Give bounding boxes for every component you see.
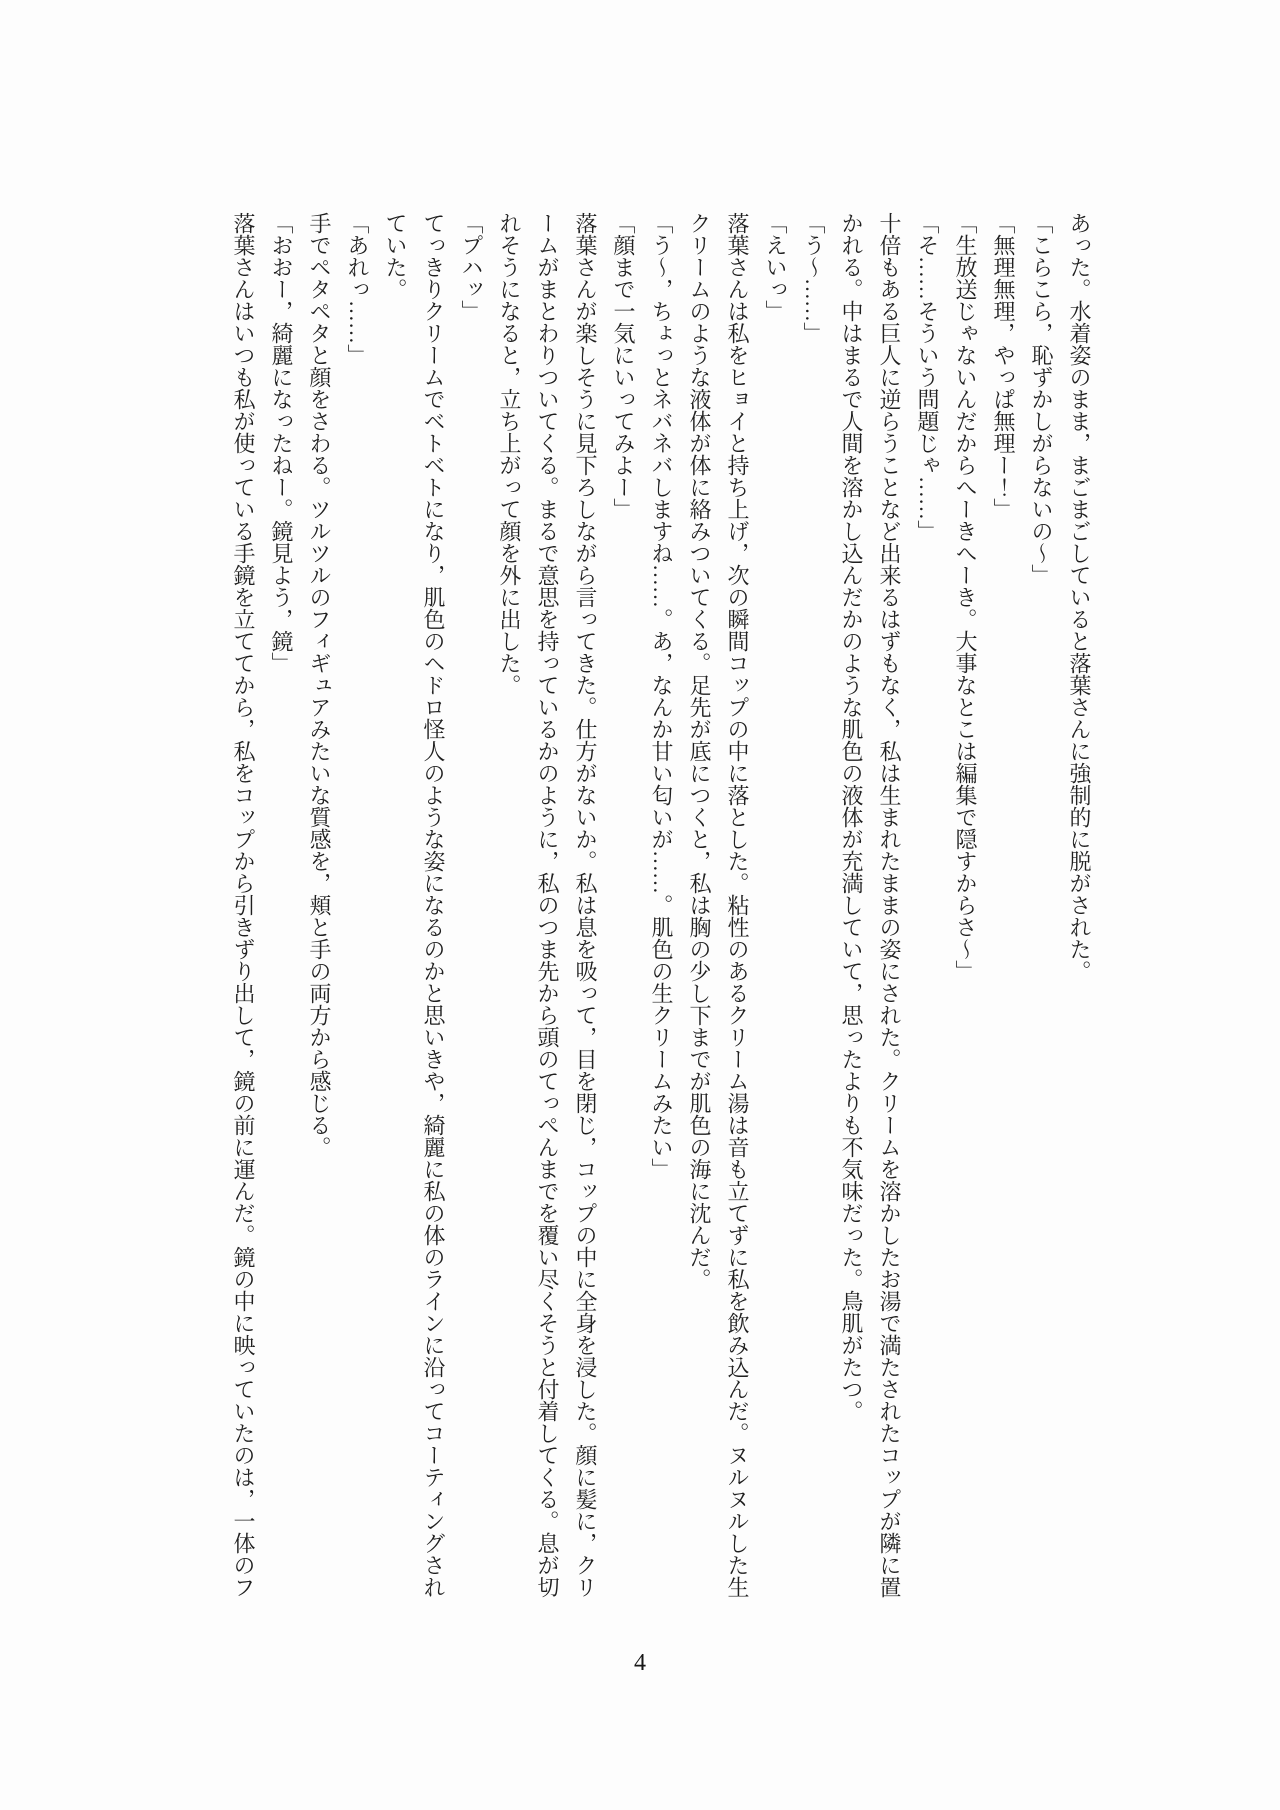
paragraph-dialogue: 「こらこら，恥ずかしがらないの～」 [1029, 212, 1054, 586]
paragraph-narration: 落葉さんが楽しそうに見下ろしながら言ってきた。仕方がないか。私は息を吸って，目を閉じ，コップの中に全身を浸した。顔に髪に，クリームがまとわりついてくる。まるで意思を持っているかのように，私のつま先から頭のてっぺんまでを覆い尽くそうと付着してくる。息が切れそうになると，立ち上がって顔を外に出した。 [497, 212, 598, 1598]
paragraph-dialogue: 「えいっ」 [763, 212, 788, 322]
page-number: 4 [634, 1650, 646, 1676]
paragraph-narration: てっきりクリームでベトベトになり，肌色のヘドロ怪人のような姿になるのかと思いきや，綺麗に私の体のラインに沿ってコーティングされていた。 [383, 212, 446, 1598]
paragraph-dialogue: 「無理無理，やっぱ無理ー！」 [991, 212, 1016, 520]
paragraph-narration: あった。水着姿のまま，まごまごしていると落葉さんに強制的に脱がされた。 [1067, 212, 1092, 982]
paragraph-dialogue: 「生放送じゃないんだからへーきへーき。大事なとこは編集で隠すからさ～」 [953, 212, 978, 982]
paragraph-narration: 十倍もある巨人に逆らうことなど出来るはずもなく，私は生まれたままの姿にされた。クリームを溶かしたお湯で満たされたコップが隣に置かれる。中はまるで人間を溶かし込んだかのような肌色の液体が充満していて，思ったよりも不気味だった。鳥肌がたつ。 [839, 212, 902, 1598]
paragraph-narration: 落葉さんは私をヒョイと持ち上げ，次の瞬間コップの中に落とした。粘性のあるクリーム湯は音も立てずに私を飲み込んだ。ヌルヌルした生クリームのような液体が体に絡みついてくる。足先が底につくと，私は胸の少し下までが肌色の海に沈んだ。 [687, 212, 750, 1598]
paragraph-narration: 手でペタペタと顔をさわる。ツルツルのフィギュアみたいな質感を，頬と手の両方から感じる。 [307, 212, 332, 1158]
paragraph-dialogue: 「あれっ……」 [345, 212, 370, 366]
paragraph-dialogue: 「そ……そういう問題じゃ……」 [915, 212, 940, 542]
paragraph-dialogue: 「顔まで一気にいってみよー」 [611, 212, 636, 520]
paragraph-dialogue: 「おおー，綺麗になったねー。鏡見よう，鏡」 [269, 212, 294, 674]
paragraph-dialogue: 「う～，ちょっとネバネバしますね……。あ，なんか甘い匂いが……。肌色の生クリームみたい」 [649, 212, 674, 1180]
paragraph-dialogue: 「プハッ」 [459, 212, 484, 322]
paragraph-dialogue: 「う～……」 [801, 212, 826, 344]
body-text [224, 212, 1098, 1612]
paragraph-narration: 落葉さんはいつも私が使っている手鏡を立ててから，私をコップから引きずり出して，鏡の前に運んだ。鏡の中に映っていたのは，一体のフ [231, 212, 256, 1598]
